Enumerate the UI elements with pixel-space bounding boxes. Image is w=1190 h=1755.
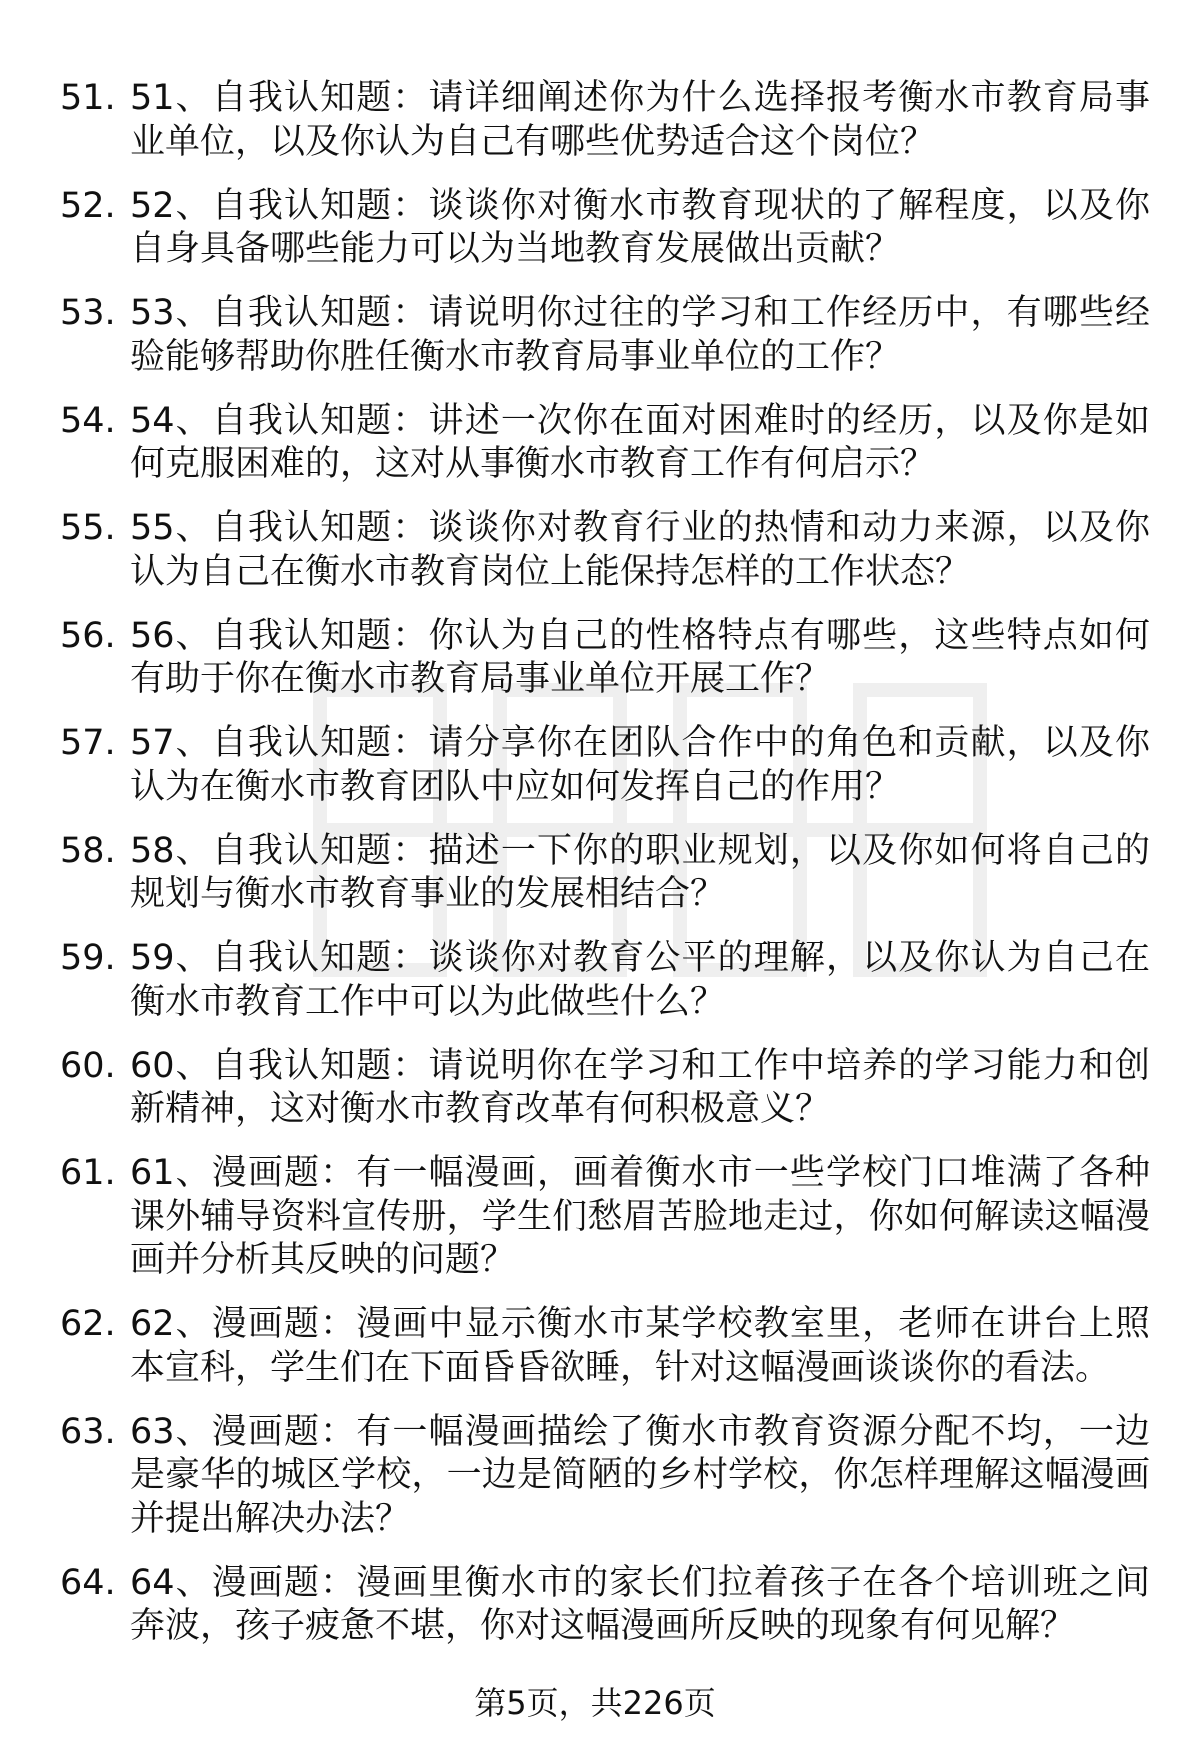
question-text: 56、自我认知题：你认为自己的性格特点有哪些，这些特点如何有助于你在衡水市教育局事业单位开展工作？ [130, 615, 1150, 699]
question-number: 56. [60, 615, 116, 656]
question-number: 62. [60, 1304, 116, 1344]
question-number: 53. [60, 293, 116, 333]
question-item-51 [60, 77, 1150, 164]
page-number-footer: 第5页，共226页 [474, 1684, 716, 1722]
question-item-61 [60, 1152, 1150, 1283]
question-text: 62、漫画题：漫画中显示衡水市某学校教室里，老师在讲台上照本宣科，学生们在下面昏昏欲睡，针对这幅漫画谈谈你的看法。 [130, 1304, 1150, 1388]
question-item-58 [60, 830, 1150, 917]
question-item-59 [60, 937, 1150, 1024]
question-text: 54、自我认知题：讲述一次你在面对困难时的经历，以及你是如何克服困难的，这对从事衡水市教育工作有何启示？ [130, 400, 1150, 484]
question-text: 52、自我认知题：谈谈你对衡水市教育现状的了解程度，以及你自身具备哪些能力可以为当地教育发展做出贡献？ [130, 185, 1150, 269]
question-number: 59. [60, 938, 116, 978]
question-number: 52. [60, 185, 116, 226]
question-number: 57. [60, 723, 116, 763]
question-number: 63. [60, 1411, 116, 1452]
question-item-62 [60, 1303, 1150, 1390]
question-text: 61、漫画题：有一幅漫画，画着衡水市一些学校门口堆满了各种课外辅导资料宣传册，学生们愁眉苦脸地走过，你如何解读这幅漫画并分析其反映的问题？ [130, 1153, 1150, 1280]
question-text: 64、漫画题：漫画里衡水市的家长们拉着孩子在各个培训班之间奔波，孩子疲惫不堪，你对这幅漫画所反映的现象有何见解？ [130, 1562, 1150, 1646]
question-number: 64. [60, 1562, 116, 1603]
question-list [60, 77, 1150, 1669]
question-item-56 [60, 615, 1150, 702]
question-text: 58、自我认知题：描述一下你的职业规划，以及你如何将自己的规划与衡水市教育事业的发展相结合？ [130, 830, 1150, 914]
question-text: 53、自我认知题：请说明你过往的学习和工作经历中，有哪些经验能够帮助你胜任衡水市教育局事业单位的工作？ [130, 293, 1150, 377]
question-item-63 [60, 1411, 1150, 1542]
question-item-54 [60, 400, 1150, 487]
question-number: 51. [60, 78, 116, 118]
question-number: 58. [60, 830, 116, 871]
question-item-52 [60, 185, 1150, 272]
question-number: 55. [60, 508, 116, 548]
question-text: 57、自我认知题：请分享你在团队合作中的角色和贡献，以及你认为在衡水市教育团队中应如何发挥自己的作用？ [130, 723, 1150, 807]
question-text: 63、漫画题：有一幅漫画描绘了衡水市教育资源分配不均，一边是豪华的城区学校，一边是简陋的乡村学校，你怎样理解这幅漫画并提出解决办法？ [130, 1411, 1150, 1539]
question-text: 59、自我认知题：谈谈你对教育公平的理解，以及你认为自己在衡水市教育工作中可以为此做些什么？ [130, 938, 1150, 1022]
question-item-53 [60, 292, 1150, 379]
question-text: 55、自我认知题：谈谈你对教育行业的热情和动力来源，以及你认为自己在衡水市教育岗位上能保持怎样的工作状态？ [130, 508, 1150, 592]
question-number: 54. [60, 400, 116, 441]
question-item-64 [60, 1562, 1150, 1649]
question-text: 60、自我认知题：请说明你在学习和工作中培养的学习能力和创新精神，这对衡水市教育改革有何积极意义？ [130, 1045, 1150, 1129]
question-item-55 [60, 507, 1150, 594]
question-number: 61. [60, 1153, 116, 1193]
question-number: 60. [60, 1045, 116, 1086]
question-item-57 [60, 722, 1150, 809]
question-text: 51、自我认知题：请详细阐述你为什么选择报考衡水市教育局事业单位，以及你认为自己有哪些优势适合这个岗位？ [130, 78, 1150, 162]
question-item-60 [60, 1045, 1150, 1132]
